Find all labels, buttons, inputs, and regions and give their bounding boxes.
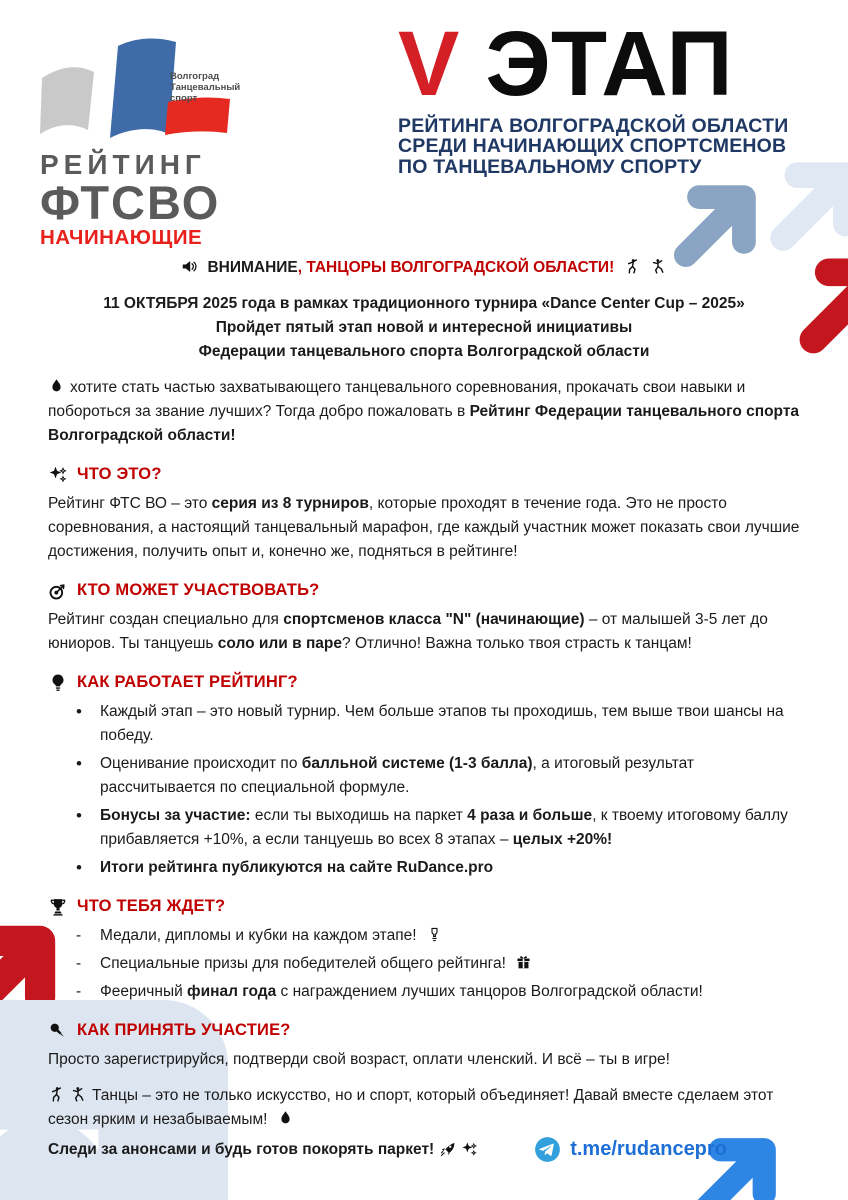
logo-beginners-text: НАЧИНАЮЩИЕ [40,226,203,249]
stage-subtitle: РЕЙТИНГА ВОЛГОГРАДСКОЙ ОБЛАСТИ СРЕДИ НАЧИНАЮЩИХ СПОРТСМЕНОВ ПО ТАНЦЕВАЛЬНОМУ СПОРТУ [398,115,789,178]
list-item: - Медали, дипломы и кубки на каждом этапе! [48,924,800,948]
section-title-how: КАК РАБОТАЕТ РЕЙТИНГ? [48,672,800,693]
intro-line: 11 ОКТЯБРЯ 2025 года в рамках традиционного турнира «Dance Center Cup – 2025» [103,295,745,312]
trophy-icon [48,897,68,917]
stage-word: ЭТАП [485,13,733,115]
awaits-list [48,924,800,1004]
section-title-what: ЧТО ЭТО? [48,464,800,485]
list-item: - Специальные призы для победителей общего рейтинга! [48,952,800,976]
speaker-icon [181,258,198,275]
welcome-paragraph: хотите стать частью захватывающего танцевального соревнования, прокачать свои навыки и побороться за звание лучших? Тогда добро пожаловать в Рейтинг Федерации танцевального спорта Волгоградской области! [48,379,800,444]
section-title-who: КТО МОЖЕТ УЧАСТВОВАТЬ? [48,580,800,601]
stage-number: V [398,13,460,115]
dancer-icon [650,258,667,275]
bulb-icon [48,673,68,693]
flyer-body [48,256,800,1132]
section-title-join: КАК ПРИНЯТЬ УЧАСТИЕ? [48,1020,800,1041]
list-item: • Бонусы за участие: если ты выходишь на паркет 4 раза и больше, к твоему итоговому баллу прибавляется +10%, а если танцуешь во всех 8 этапах – целых +20%! [48,804,800,852]
footer-cta [48,1136,800,1163]
flame-icon [277,1110,294,1127]
list-item: • Итоги рейтинга публикуются на сайте RuDance.pro [48,856,800,880]
intro-line: Пройдет пятый этап новой и интересной инициативы [215,319,633,336]
what-paragraph: Рейтинг ФТС ВО – это серия из 8 турниров, которые проходят в течение года. Это не просто соревнования, а настоящий танцевальный марафон, где каждый участник может показать свои лучшие достижения, получить опыт и, конечно же, подняться в рейтинге! [48,495,800,560]
list-item: - Фееричный финал года с награждением лучших танцоров Волгоградской области! [48,980,800,1004]
flame-icon [48,378,65,395]
attention-black: ВНИМАНИЕ [207,259,298,276]
stage-title [398,13,828,115]
attention-line [48,256,800,280]
logo-rating-text: РЕЙТИНГ [40,149,206,180]
how-list [48,700,800,880]
intro-line: Федерации танцевального спорта Волгоградской области [198,343,650,360]
attention-red: , ТАНЦОРЫ ВОЛГОГРАДСКОЙ ОБЛАСТИ! [297,259,615,276]
ftsvo-logo [40,34,250,251]
cta-text: Следи за анонсами и будь готов покорять паркет! [48,1140,435,1158]
join-paragraph: Просто зарегистрируйся, подтверди свой возраст, оплати членский. И всё – ты в игре! [48,1051,670,1068]
telegram-block [534,1136,727,1163]
logo-caption: Волгоград Танцевальный спорт [170,71,241,104]
intro-block [48,292,800,364]
list-item: • Оценивание происходит по балльной системе (1-3 балла), а итоговый результат рассчитывается по специальной формуле. [48,752,800,800]
dancer-icon [70,1086,87,1103]
pushpin-icon [48,1021,68,1041]
telegram-icon[interactable] [534,1136,561,1163]
dancer-icon [48,1086,65,1103]
trophy-outline-icon [426,926,443,943]
rocket-icon [439,1141,456,1158]
logo-ftsvo-text: ФТСВО [40,176,221,229]
list-item: • Каждый этап – это новый турнир. Чем больше этапов ты проходишь, тем выше твои шансы на победу. [48,700,800,748]
arrow-up-right-icon [795,256,848,358]
sparkles-icon [461,1141,478,1158]
section-title-awaits: ЧТО ТЕБЯ ЖДЕТ? [48,896,800,917]
closing-paragraph: Танцы – это не только искусство, но и спорт, который объединяет! Давай вместе сделаем этот сезон ярким и незабываемым! [48,1087,774,1128]
who-paragraph: Рейтинг создан специально для спортсменов класса "N" (начинающие) – от малышей 3-5 лет до юниоров. Ты танцуешь соло или в паре? Отлично! Важна только твоя страсть к танцам! [48,611,768,652]
sparkles-icon [48,465,68,485]
stage-header [398,13,828,178]
gift-icon [515,954,532,971]
target-icon [48,581,68,601]
dancer-icon [624,258,641,275]
telegram-link[interactable]: t.me/rudancepro [570,1138,727,1160]
